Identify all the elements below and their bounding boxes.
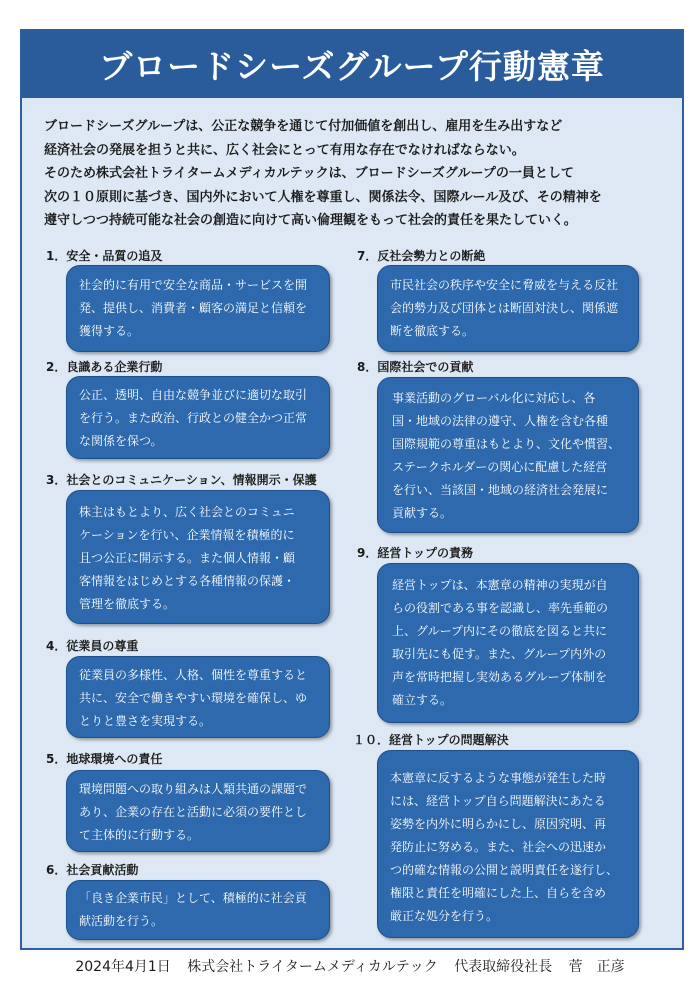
principle-line: を行い、当該国・地域の経済社会発展に [392,483,609,497]
intro-line: 遵守しつつ持続可能な社会の創造に向けて高い倫理観をもって社会的責任を果たしていく。 [44,213,577,228]
principle-line: 経営トップは、本憲章の精神の実現が自 [392,578,608,592]
principle-line: 声を常時把握し実効あるグループ体制を [392,670,608,684]
principle-line: 公正、透明、自由な競争並びに適切な取引 [79,388,308,402]
principle-line: 厳正な処分を行う。 [390,909,499,923]
principle-8-heading: 8．国際社会での貢献 [357,360,474,374]
footer-company: 株式会社トライタームメディカルテック [187,959,438,975]
principle-line: ケーションを行い、企業情報を積極的に [79,528,295,542]
principle-7-heading: 7．反社会勢力との断絶 [357,249,486,263]
footer-name: 菅 正彦 [568,959,625,975]
title-bar [22,31,682,98]
principle-line: 断を徹底する。 [390,324,475,338]
principle-9-box [377,563,639,723]
principle-4-heading: 4．従業員の尊重 [46,639,139,653]
signature-footer [0,956,700,976]
page-title: ブロードシーズグループ行動憲章 [99,47,605,86]
principle-6-heading: 6．社会貢献活動 [46,863,139,877]
principle-line: 取引先にも促す。また、グループ内外の [392,647,607,661]
principle-2-heading: 2．良識ある企業行動 [46,360,163,374]
principle-line: 貢献する。 [392,506,453,520]
principle-9-heading: 9．経営トップの責務 [357,546,473,560]
principle-line: 市民社会の秩序や安全に脅威を与える反社 [390,278,619,292]
principle-line: 国・地域の法律の遵守、人権を含む各種 [392,414,609,428]
footer-date: 2024年4月1日 [75,959,171,975]
principle-line: 株主はもとより、広く社会とのコミュニ [79,505,295,519]
principle-line: 本憲章に反するような事態が発生した時 [390,771,607,785]
principle-line: 姿勢を内外に明らかにし、原因究明、再 [390,817,607,831]
principle-10-heading: １０．経営トップの問題解決 [353,733,509,747]
principle-line: 社会的に有用で安全な商品・サービスを開 [79,278,308,292]
principle-line: あり、企業の存在と活動に必須の要件とし [79,805,308,819]
principle-line: 上、グループ内にその徹底を図ると共に [392,624,608,638]
principle-line: らの役割である事を認識し、率先垂範の [392,601,609,615]
principle-3-heading: 3．社会とのコミュニケーション、情報開示・保護 [46,473,317,487]
principle-line: 国際規範の尊重はもとより、文化や慣習、 [392,437,621,451]
principle-4-box [66,656,330,738]
principle-line: ステークホルダーの関心に配慮した経営 [392,460,608,474]
principle-5-box [66,770,330,852]
principle-line: 獲得する。 [79,324,140,338]
principle-line: 事業活動のグローバル化に対応し、各 [392,391,596,405]
principle-2-box [66,376,330,459]
intro-line: そのため株式会社トライタームメディカルテックは、ブロードシーズグループの一員として [44,166,574,181]
principle-line: 且つ公正に開示する。また個人情報・顧 [79,551,296,565]
principle-7-box [377,265,639,352]
principle-6-box [66,880,330,940]
principle-line: とりと豊さを実現する。 [79,714,212,728]
principle-line: 共に、安全で働きやすい環境を確保し、ゆ [79,691,308,705]
principle-line: つ的確な情報の公開と説明責任を遂行し、 [390,863,619,877]
principle-line: 確立する。 [392,693,453,707]
principle-5-heading: 5．地球環境への責任 [46,752,163,766]
principle-8-box [377,377,639,533]
principle-line: 会的勢力及び団体とは断固対決し、関係遮 [390,301,619,315]
principle-line: 発、提供し、消費者・顧客の満足と信頼を [79,301,308,315]
principle-line: て主体的に行動する。 [79,828,200,842]
principle-line: 管理を徹底する。 [79,597,176,611]
principle-1-heading: 1．安全・品質の追及 [46,249,163,263]
principle-line: 環境問題への取り組みは人類共通の課題で [79,782,308,796]
principle-line: 客情報をはじめとする各種情報の保護・ [79,574,296,588]
principle-10-box [377,750,639,938]
principle-line: 従業員の多様性、人格、個性を尊重すると [79,668,308,682]
principle-line: な関係を保つ。 [79,434,163,448]
principle-line: 献活動を行う。 [79,914,164,928]
intro-paragraph [44,115,674,233]
principle-line: を行う。また政治、行政との健全かつ正常 [79,411,308,425]
principle-line: には、経営トップ自ら問題解決にあたる [390,794,606,808]
principle-line: 「良き企業市民」として、積極的に社会貢 [79,891,307,905]
principle-line: 発防止に努める。また、社会への迅速か [390,840,607,854]
intro-line: 次の１０原則に基づき、国内外において人権を尊重し、関係法令、国際ルール及び、その精神を [44,189,602,205]
principle-line: 権限と責任を明確にした上、自らを含め [390,886,607,900]
intro-line: ブロードシーズグループは、公正な競争を通じて付加価値を創出し、雇用を生み出すなど [44,119,563,134]
footer-position: 代表取締役社長 [454,959,553,975]
principle-3-box [66,490,330,624]
intro-line: 経済社会の発展を担うと共に、広く社会にとって有用な存在でなければならない。 [44,142,525,158]
principle-1-box [66,265,330,352]
